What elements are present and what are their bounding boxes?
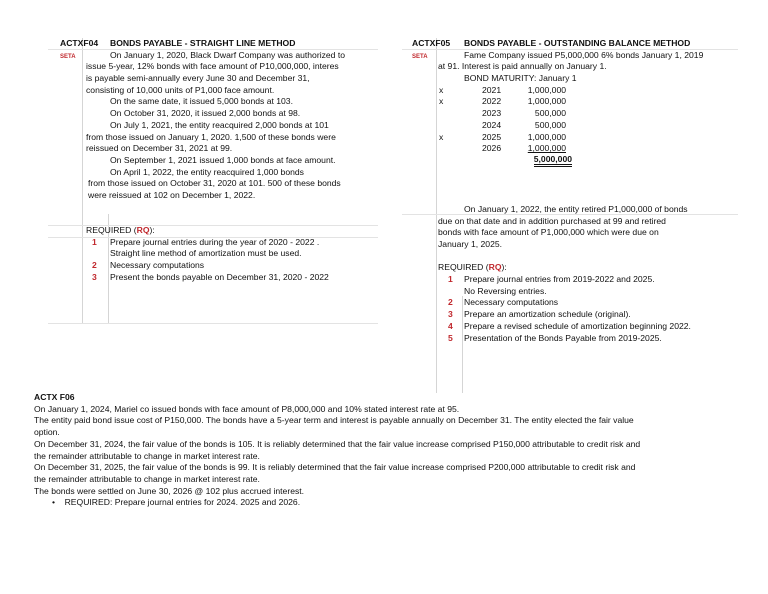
text-line: bonds with face amount of P1,000,000 which were due on bbox=[438, 227, 659, 238]
text-line: On September 1, 2021 issued 1,000 bonds at face amount. bbox=[110, 154, 336, 165]
maturity-total: 5,000,000 bbox=[512, 155, 572, 166]
req-text: Present the bonds payable on December 31, 2020 - 2022 bbox=[110, 271, 329, 282]
required-item: • REQUIRED: Prepare journal entries for 2024. 2025 and 2026. bbox=[52, 497, 301, 508]
text-line: On the same date, it issued 5,000 bonds at 103. bbox=[110, 96, 293, 107]
maturity-amount: 1,000,000 bbox=[527, 143, 566, 154]
req-number: 3 bbox=[92, 271, 97, 282]
maturity-row: x 2021 1,000,000 bbox=[439, 84, 566, 95]
req-number: 1 bbox=[448, 274, 453, 285]
text-line: were reissued at 102 on December 1, 2022. bbox=[88, 189, 256, 200]
text-line: On January 1, 2024, Mariel co issued bonds with face amount of P8,000,000 and 10% stated interest rate at 95. bbox=[34, 403, 460, 414]
text-line: issue 5-year, 12% bonds with face amount of P10,000,000, interes bbox=[86, 61, 339, 72]
req-text: Prepare an amortization schedule (original). bbox=[464, 309, 631, 320]
text-line: the remainder attributable to change in market interest rate. bbox=[34, 473, 260, 484]
rq-label: RQ bbox=[488, 262, 502, 273]
f06-section bbox=[34, 392, 754, 509]
text-line: reissued on December 31, 2021 at 99. bbox=[86, 143, 233, 154]
text-line: On January 1, 2022, the entity retired P1,000,000 of bonds bbox=[464, 203, 688, 214]
maturity-row bbox=[402, 143, 738, 155]
maturity-row: x 2025 1,000,000 bbox=[439, 131, 566, 142]
maturity-amount: 500,000 bbox=[534, 119, 566, 130]
req-number: 1 bbox=[92, 236, 97, 247]
maturity-row bbox=[402, 120, 738, 132]
required-heading: REQUIRED (RQ): bbox=[438, 262, 507, 273]
req-number: 2 bbox=[448, 297, 453, 308]
text-line: On January 1, 2020, Black Dwarf Company was authorized to bbox=[110, 49, 346, 60]
req-text: Necessary computations bbox=[110, 260, 205, 271]
text-line: January 1, 2025. bbox=[438, 239, 503, 249]
text-line: On July 1, 2021, the entity reacquired 2,000 bonds at 101 bbox=[110, 119, 329, 130]
maturity-year: 2025 bbox=[482, 131, 502, 142]
req-number: 4 bbox=[448, 320, 453, 331]
req-number: 2 bbox=[92, 260, 97, 271]
text-line: the remainder attributable to change in market interest rate. bbox=[34, 450, 260, 461]
maturity-year: 2026 bbox=[482, 143, 502, 154]
text-line: On April 1, 2022, the entity reacquired 1,000 bonds bbox=[110, 166, 304, 177]
maturity-year: 2021 bbox=[482, 84, 502, 95]
right-sheet bbox=[402, 38, 738, 344]
problem-title: BONDS PAYABLE - OUTSTANDING BALANCE METHOD bbox=[464, 38, 691, 48]
text-line: Fame Company issued P5,000,000 6% bonds January 1, 2019 bbox=[464, 49, 704, 60]
text-line: option. bbox=[34, 427, 60, 438]
req-text: Prepare a revised schedule of amortization beginning 2022. bbox=[464, 320, 691, 331]
req-text: No Reversing entries. bbox=[464, 285, 547, 296]
required-heading: REQUIRED (RQ): bbox=[86, 225, 155, 235]
maturity-year: 2022 bbox=[482, 96, 502, 107]
text-line: On December 31, 2025, the fair value of the bonds is 99. It is reliably determined that the fair value increase comprised P200,000 attributable to credit risk and bbox=[34, 462, 636, 473]
left-sheet bbox=[48, 38, 378, 283]
req-text: Prepare journal entries during the year of 2020 - 2022 . bbox=[110, 236, 320, 247]
maturity-amount: 1,000,000 bbox=[527, 131, 566, 142]
maturity-amount: 500,000 bbox=[534, 108, 566, 119]
maturity-amount: 1,000,000 bbox=[527, 96, 566, 107]
maturity-amount: 1,000,000 bbox=[527, 84, 566, 95]
req-text: Presentation of the Bonds Payable from 2019-2025. bbox=[464, 332, 662, 343]
problem-title: BONDS PAYABLE - STRAIGHT LINE METHOD bbox=[110, 38, 296, 48]
maturity-year: 2024 bbox=[482, 119, 502, 130]
f06-title: ACTX F06 bbox=[34, 392, 75, 402]
text-line: from those issued on January 1, 2020. 1,500 of these bonds were bbox=[86, 131, 336, 142]
text-line: The entity paid bond issue cost of P150,000. The bonds have a 5-year term and interest is payable annually on December 31. The entity elected the fair value bbox=[34, 415, 634, 426]
text-line: The bonds were settled on June 30, 2026 @ 102 plus accrued interest. bbox=[34, 485, 305, 496]
text-line: BOND MATURITY: January 1 bbox=[464, 73, 577, 84]
problem-code: ACTXF05 bbox=[412, 38, 451, 48]
text-line: at 91. Interest is paid annually on January 1. bbox=[438, 61, 607, 72]
text-line: is payable semi-annually every June 30 and December 31, bbox=[86, 73, 310, 84]
seta-label: SETA bbox=[60, 53, 76, 60]
problem-code: ACTXF04 bbox=[60, 38, 99, 48]
bullet-icon: • bbox=[52, 497, 56, 508]
seta-label: SETA bbox=[412, 53, 428, 60]
rq-label: RQ bbox=[136, 225, 150, 235]
text-line: On December 31, 2024, the fair value of the bonds is 105. It is reliably determined that the fair value increase comprised P150,000 attributable to credit risk and bbox=[34, 438, 641, 449]
text-line: from those issued on October 31, 2020 at 101. 500 of these bonds bbox=[88, 178, 341, 189]
req-text: Straight line method of amortization must be used. bbox=[110, 248, 302, 259]
maturity-year: 2023 bbox=[482, 108, 502, 119]
text-line: due on that date and in addition purchased at 99 and retired bbox=[438, 215, 666, 226]
maturity-row: x 2022 1,000,000 bbox=[439, 96, 566, 107]
text-line: On October 31, 2020, it issued 2,000 bonds at 98. bbox=[110, 108, 301, 119]
text-line: consisting of 10,000 units of P1,000 face amount. bbox=[86, 84, 275, 95]
maturity-row bbox=[402, 108, 738, 120]
req-number: 5 bbox=[448, 332, 453, 343]
req-text: Prepare journal entries from 2019-2022 and 2025. bbox=[464, 274, 655, 285]
req-number: 3 bbox=[448, 309, 453, 320]
req-text: Necessary computations bbox=[464, 297, 559, 308]
